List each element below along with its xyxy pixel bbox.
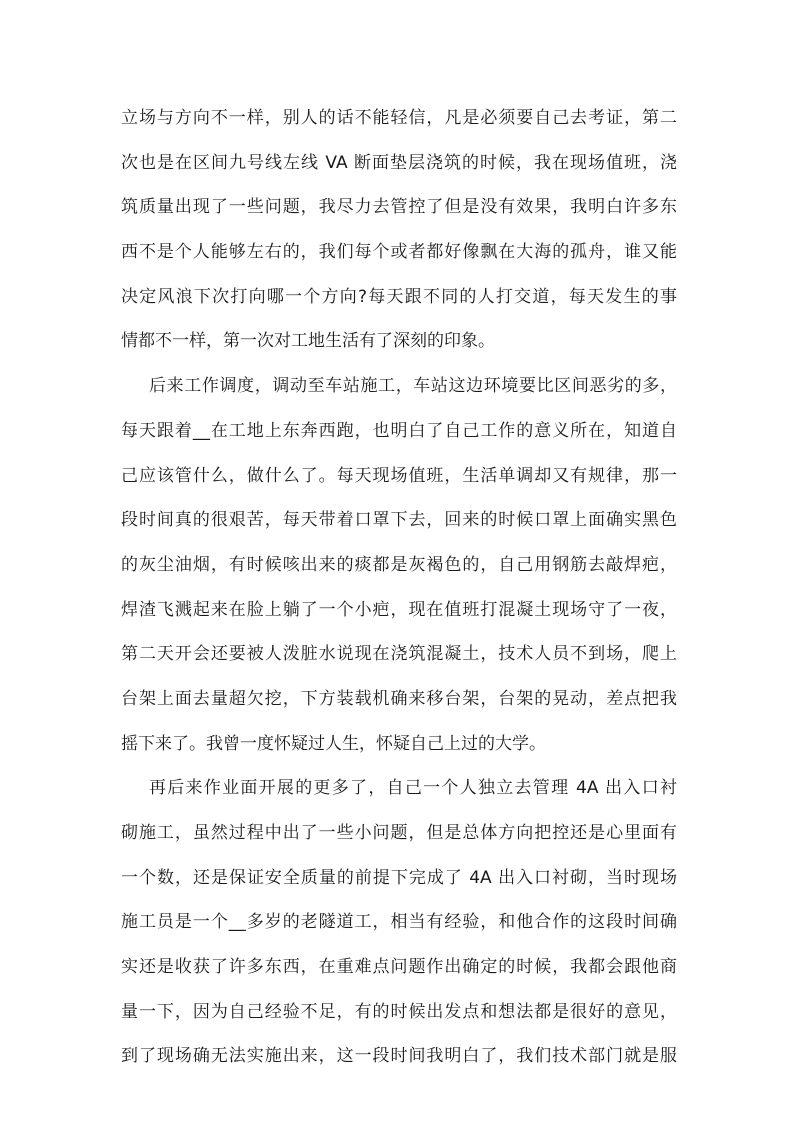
text-line: 台架上面去量超欠挖，下方装载机确来移台架，台架的晃动，差点把我: [121, 688, 677, 709]
text-line: 一个数，还是保证安全质量的前提下完成了 4A 出入口衬砌，当时现场: [121, 867, 677, 888]
text-line: 西不是个人能够左右的，我们每个或者都好像飘在大海的孤舟，谁又能: [121, 242, 677, 263]
text-line: 每天跟着__在工地上东奔西跑，也明白了自己工作的意义所在，知道自: [121, 420, 677, 441]
text-line: 后来工作调度，调动至车站施工，车站这边环境要比区间恶劣的多，: [149, 376, 677, 397]
text-line: 施工员是一个__多岁的老隧道工，相当有经验，和他合作的这段时间确: [121, 912, 677, 933]
text-line: 砌施工，虽然过程中出了一些小问题，但是总体方向把控还是心里面有: [121, 823, 677, 843]
text-line: 次也是在区间九号线左线 VA 断面垫层浇筑的时候，我在现场值班，浇: [121, 152, 677, 173]
text-line: 立场与方向不一样，别人的话不能轻信，凡是必须要自己去考证，第二: [121, 108, 677, 128]
text-line: 己应该管什么，做什么了。每天现场值班，生活单调却又有规律，那一: [121, 465, 677, 486]
text-line: 第二天开会还要被人泼脏水说现在浇筑混凝土，技术人员不到场，爬上: [121, 644, 677, 665]
text-line: 的灰尘油烟，有时候咳出来的痰都是灰褐色的，自己用钢筋去敲焊疤，: [121, 554, 677, 575]
text-line: 焊渣飞溅起来在脸上躺了一个小疤，现在值班打混凝土现场守了一夜，: [121, 599, 677, 620]
text-line: 再后来作业面开展的更多了，自己一个人独立去管理 4A 出入口衬: [149, 778, 677, 799]
text-line: 段时间真的很艰苦，每天带着口罩下去，回来的时候口罩上面确实黑色: [121, 510, 677, 531]
text-line: 情都不一样，第一次对工地生活有了深刻的印象。: [121, 331, 495, 352]
body-text: [121, 96, 677, 1079]
text-line: 实还是收获了许多东西，在重难点问题作出确定的时候，我都会跟他商: [121, 957, 677, 978]
text-line: 量一下，因为自己经验不足，有的时候出发点和想法都是很好的意见，: [121, 1001, 677, 1022]
text-line: 筑质量出现了一些问题，我尽力去管控了但是没有效果，我明白许多东: [121, 197, 677, 218]
text-line: 摇下来了。我曾一度怀疑过人生，怀疑自己上过的大学。: [121, 733, 546, 754]
text-line: 决定风浪下次打向哪一个方向?每天跟不同的人打交道，每天发生的事: [121, 286, 677, 307]
text-line: 到了现场确无法实施出来，这一段时间我明白了，我们技术部门就是服: [121, 1046, 677, 1067]
